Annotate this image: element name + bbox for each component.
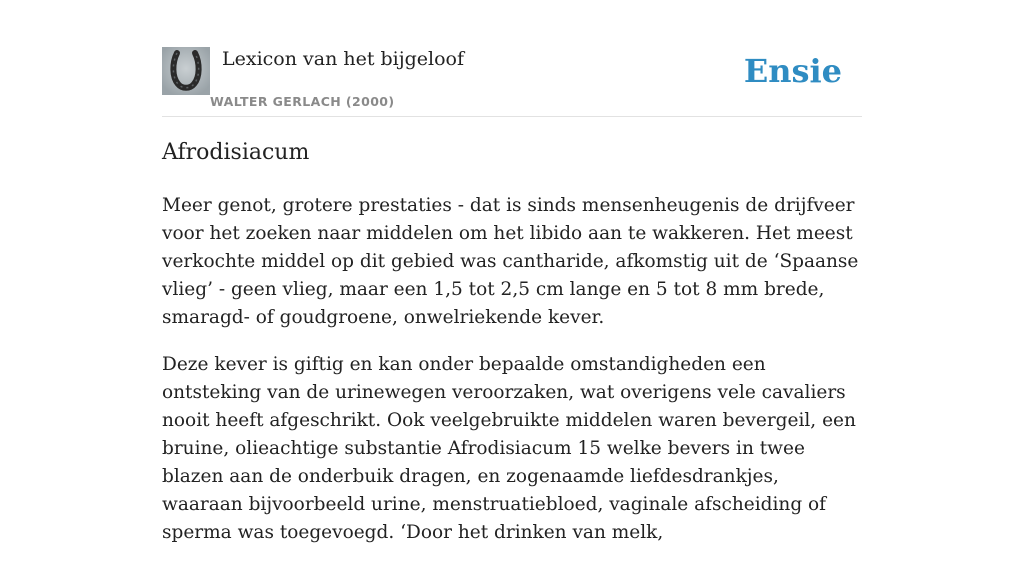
ensie-logo[interactable]: Ensie — [743, 52, 842, 90]
horseshoe-icon — [162, 47, 210, 95]
entry-title: Afrodisiacum — [162, 140, 310, 165]
avatar[interactable] — [162, 47, 210, 95]
author-label[interactable]: WALTER GERLACH (2000) — [210, 94, 395, 109]
header — [162, 46, 862, 117]
paragraph: Meer genot, grotere prestaties - dat is sinds mensenheugenis de drijfveer voor het zoeken naar middelen om het libido aan te wakkeren. Het meest verkochte middel op dit gebied was cantharide, afkomstig uit de ‘Spaanse vlieg’ - geen vlieg, maar een 1,5 tot 2,5 cm lange en 5 tot 8 mm brede, smaragd- of goudgroene, onwelriekende kever. — [162, 195, 859, 328]
book-title[interactable]: Lexicon van het bijgeloof — [222, 48, 465, 70]
paragraph: Deze kever is giftig en kan onder bepaalde omstandigheden een ontsteking van de urinewegen veroorzaken, wat overigens vele cavaliers nooit heeft afgeschrikt. Ook veelgebruikte middelen waren bevergeil, een bruine, olieachtige substantie Afrodisiacum 15 welke bevers in twee blazen aan de onderbuik dragen, en zogenaamde liefdesdrankjes, waaraan bijvoorbeeld urine, menstruatiebloed, vaginale afscheiding of sperma was toegevoegd. ‘Door het drinken van melk, — [162, 354, 856, 543]
entry-body — [162, 192, 862, 566]
